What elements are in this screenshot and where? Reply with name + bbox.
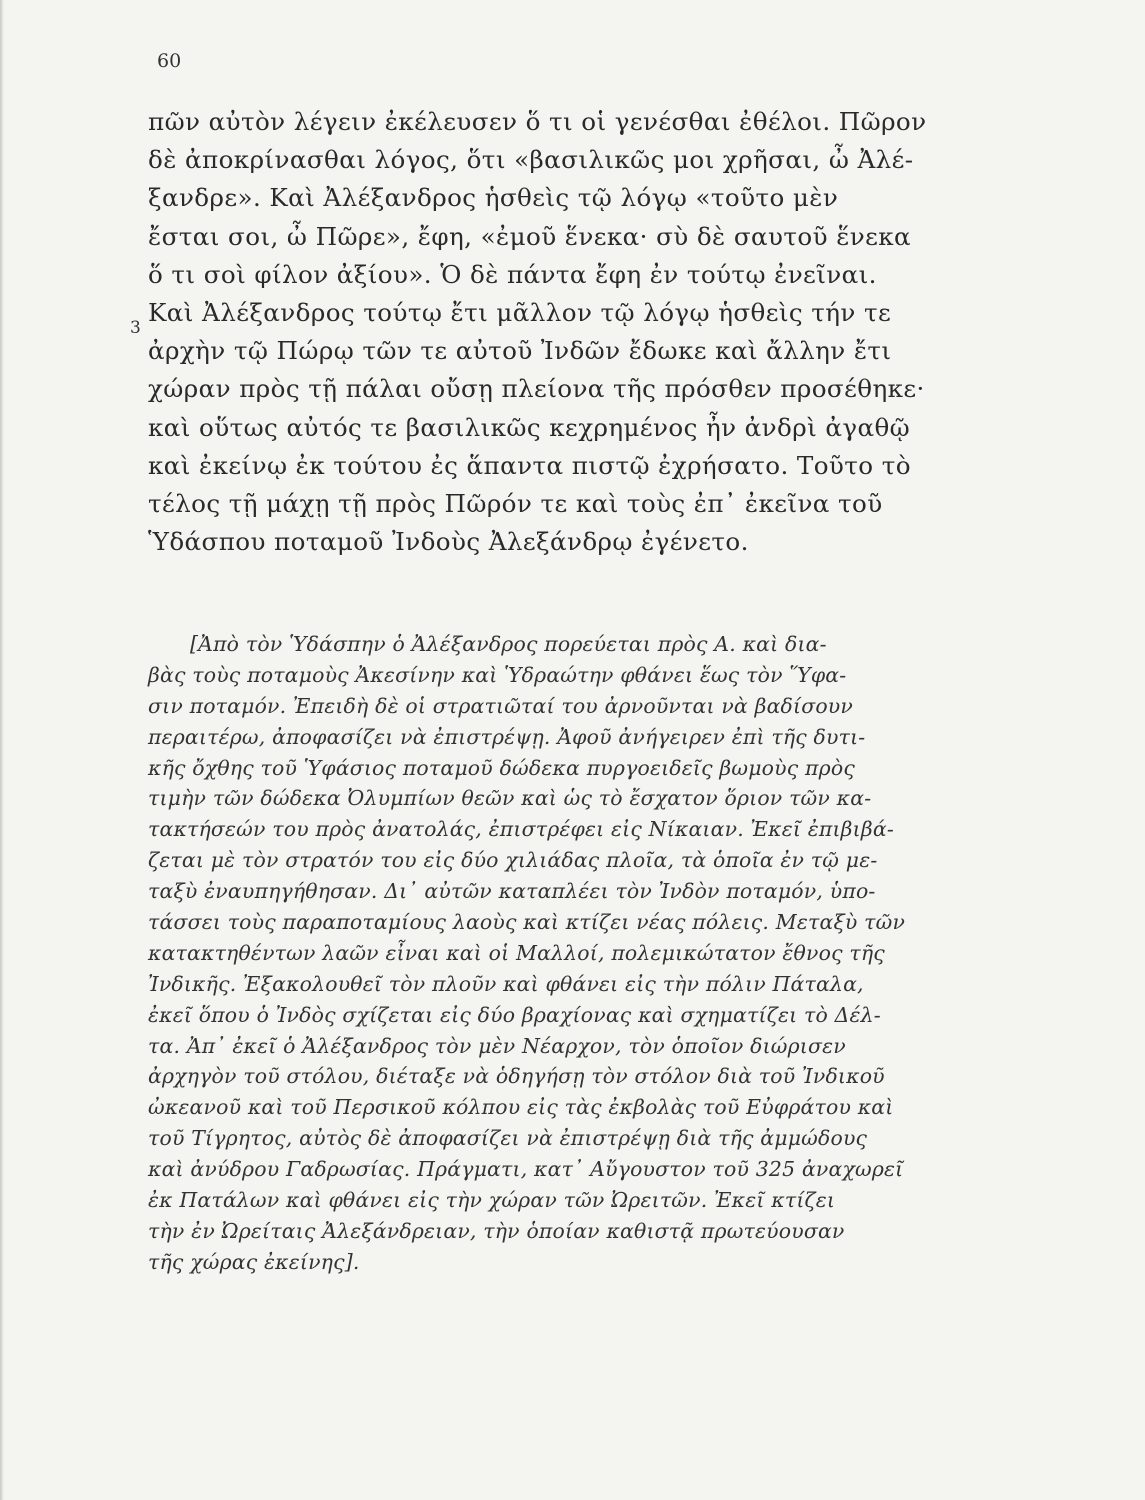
text-line: καὶ ἐκείνῳ ἐκ τούτου ἐς ἅπαντα πιστῷ ἐχρήσατο. Τοῦτο τὸ	[148, 450, 911, 480]
text-line: δὲ ἀποκρίνασθαι λόγος, ὅτι «βασιλικῶς μοι χρῆσαι, ὦ Ἀλέ-	[148, 145, 914, 175]
summary-line: τιμὴν τῶν δώδεκα Ὀλυμπίων θεῶν καὶ ὡς τὸ ἔσχατον ὅριον τῶν κα-	[148, 786, 872, 811]
summary-line: τακτήσεών του πρὸς ἀνατολάς, ἐπιστρέφει εἰς Νίκαιαν. Ἐκεῖ ἐπιβιβά-	[148, 817, 894, 842]
summary-line: ζεται μὲ τὸν στρατόν του εἰς δύο χιλιάδας πλοῖα, τὰ ὁποῖα ἐν τῷ με-	[148, 848, 878, 873]
summary-line: ἀρχηγὸν τοῦ στόλου, διέταξε νὰ ὁδηγήσῃ τὸν στόλον διὰ τοῦ Ἰνδικοῦ	[148, 1064, 885, 1089]
text-line: Ὑδάσπου ποταμοῦ Ἰνδοὺς Ἀλεξάνδρῳ ἐγένετο.	[148, 527, 749, 557]
text-line: πῶν αὐτὸν λέγειν ἐκέλευσεν ὅ τι οἱ γενέσθαι ἐθέλοι. Πῶρον	[148, 107, 927, 136]
text-line: Καὶ Ἀλέξανδρος τούτῳ ἔτι μᾶλλον τῷ λόγῳ ἡσθεὶς τήν τε	[148, 297, 892, 327]
summary-line: σιν ποταμόν. Ἐπειδὴ δὲ οἱ στρατιῶταί του ἀρνοῦνται νὰ βαδίσουν	[148, 693, 853, 718]
text-line: ὅ τι σοὶ φίλον ἀξίου». Ὁ δὲ πάντα ἔφη ἐν τούτῳ ἐνεῖναι.	[148, 259, 877, 289]
paragraph-marker: 3	[130, 318, 141, 338]
summary-line: τοῦ Τίγρητος, αὐτὸς δὲ ἀποφασίζει νὰ ἐπιστρέψῃ διὰ τῆς ἀμμώδους	[148, 1126, 868, 1151]
text-line: ἀρχὴν τῷ Πώρῳ τῶν τε αὐτοῦ Ἰνδῶν ἔδωκε καὶ ἄλλην ἔτι	[148, 336, 892, 366]
summary-line: τάσσει τοὺς παραποταμίους λαοὺς καὶ κτίζει νέας πόλεις. Μεταξὺ τῶν	[148, 910, 906, 935]
text-line: ξανδρε». Καὶ Ἀλέξανδρος ἡσθεὶς τῷ λόγῳ «τοῦτο μὲν	[148, 183, 839, 213]
text-line: τέλος τῇ μάχῃ τῇ πρὸς Πῶρόν τε καὶ τοὺς ἐπ᾿ ἐκεῖνα τοῦ	[148, 488, 883, 518]
summary-line: [Ἀπὸ τὸν Ὑδάσπην ὁ Ἀλέξανδρος πορεύεται πρὸς Α. καὶ δια-	[190, 632, 827, 656]
text-line: καὶ οὕτως αὐτός τε βασιλικῶς κεχρημένος ἦν ἀνδρὶ ἀγαθῷ	[148, 412, 911, 442]
summary-line: ὠκεανοῦ καὶ τοῦ Περσικοῦ κόλπου εἰς τὰς ἐκβολὰς τοῦ Εὐφράτου καὶ	[148, 1095, 894, 1120]
summary-line: κατακτηθέντων λαῶν εἶναι καὶ οἱ Μαλλοί, πολεμικώτατον ἔθνος τῆς	[148, 940, 885, 965]
summary-line: ἐκ Πατάλων καὶ φθάνει εἰς τὴν χώραν τῶν Ὠρειτῶν. Ἐκεῖ κτίζει	[148, 1188, 836, 1213]
summary-line: βὰς τοὺς ποταμοὺς Ἀκεσίνην καὶ Ὑδραώτην φθάνει ἕως τὸν Ὕφα-	[148, 662, 847, 687]
summary-line: τα. Ἀπ᾿ ἐκεῖ ὁ Ἀλέξανδρος τὸν μὲν Νέαρχον, τὸν ὁποῖον διώρισεν	[148, 1033, 846, 1058]
summary-line: καὶ ἀνύδρου Γαδρωσίας. Πράγματι, κατ᾿ Αὔγουστον τοῦ 325 ἀναχωρεῖ	[148, 1157, 904, 1182]
summary-line: τῆς χώρας ἐκείνης].	[148, 1249, 360, 1274]
summary-line: Ἰνδικῆς. Ἐξακολουθεῖ τὸν πλοῦν καὶ φθάνει εἰς τὴν πόλιν Πάταλα,	[148, 971, 864, 996]
page-number: 60	[157, 50, 182, 72]
text-line: χώραν πρὸς τῇ πάλαι οὔσῃ πλείονα τῆς πρόσθεν προσέθηκε·	[148, 374, 925, 404]
summary-line: κῆς ὄχθης τοῦ Ὑφάσιος ποταμοῦ δώδεκα πυργοειδεῖς βωμοὺς πρὸς	[148, 755, 855, 780]
main-greek-text	[148, 103, 1012, 561]
text-line: ἔσται σοι, ὦ Πῶρε», ἔφη, «ἐμοῦ ἕνεκα· σὺ δὲ σαυτοῦ ἕνεκα	[148, 221, 912, 251]
italic-summary	[148, 629, 998, 1278]
summary-line: περαιτέρω, ἀποφασίζει νὰ ἐπιστρέψῃ. Ἀφοῦ ἀνήγειρεν ἐπὶ τῆς δυτι-	[148, 724, 866, 749]
summary-line: ἐκεῖ ὅπου ὁ Ἰνδὸς σχίζεται εἰς δύο βραχίονας καὶ σχηματίζει τὸ Δέλ-	[148, 1002, 881, 1027]
scan-edge-shadow	[0, 0, 4, 1500]
summary-line: τὴν ἐν Ὠρείταις Ἀλεξάνδρειαν, τὴν ὁποίαν καθιστᾷ πρωτεύουσαν	[148, 1218, 845, 1243]
summary-line: ταξὺ ἐναυπηγήθησαν. Δι᾿ αὐτῶν καταπλέει τὸν Ἰνδὸν ποταμόν, ὑπο-	[148, 879, 876, 904]
